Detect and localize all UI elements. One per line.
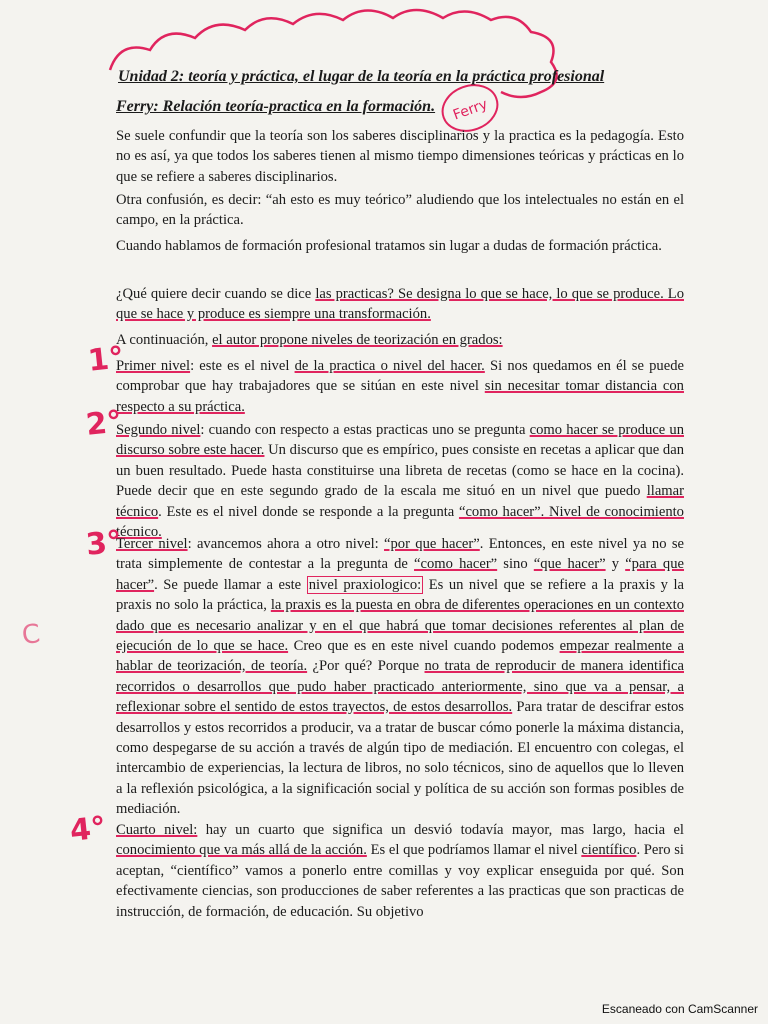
scanner-watermark: Escaneado con CamScanner (601, 1002, 758, 1016)
text-span: . Pero si aceptan, “científico” vamos a ponerlo entre comillas y voy explicar enseguida por qué. Son efectivamente ciencias, son producciones de saber referentes a las practicas que son practicas de instrucción, de formación, de educación. Su objetivo (116, 842, 684, 920)
underlined-text: de la practica o nivel del hacer. (294, 358, 485, 374)
first-level-paragraph (116, 356, 684, 417)
second-level-paragraph (116, 420, 684, 542)
subtitle: Ferry: Relación teoría-practica en la formación. (116, 98, 436, 115)
text-span: sino (497, 556, 534, 573)
text-span: Creo que es en este nivel cuando podemos (288, 638, 560, 655)
text-span: : este es el nivel (190, 358, 295, 374)
text-span: ¿Qué quiere decir cuando se dice (116, 286, 316, 302)
marker-c: C (20, 619, 42, 651)
text-span: hay un cuarto que significa un desvió todavía mayor, mas largo, hacia el (197, 822, 684, 838)
paragraph-5 (116, 330, 684, 350)
ferry-note: Ferry (451, 96, 490, 124)
text-span: A continuación, (116, 332, 213, 348)
underlined-text: llamar técnico (116, 483, 684, 520)
level-label: Tercer nivel (116, 536, 188, 552)
text-span: Es un nivel que se refiere a la praxis y la praxis no solo la práctica, (116, 576, 684, 614)
underlined-text: “que hacer” (533, 556, 606, 573)
paragraph-4 (116, 284, 684, 325)
paragraph-2: Otra confusión, es decir: “ah esto es muy teórico” aludiendo que los intelectuales no están en el campo, en la práctica. (116, 192, 684, 229)
underlined-text: como hacer se produce un discurso sobre este hacer. (116, 422, 684, 459)
marker-second-level: 2° (84, 404, 124, 443)
text-span: Para tratar de descifrar estos desarrollos y estos recorridos a producir, va a tratar de buscar cómo ponerle la máxima distancia, como despegarse de su acción a través de algún tipo de mediación. El encuentro con colegas, el intercambio de experiencias, la lectura de libros, no solo técnicos, sino de aquellos que lo lleven a la reflexión psicológica, a la significación social y política de su acción son formas posibles de mediación. (116, 699, 684, 818)
text-span: Es el que podríamos llamar el nivel (366, 842, 582, 859)
level-label: Segundo nivel (116, 422, 201, 438)
text-span: : avancemos ahora a otro nivel: (187, 536, 385, 552)
underlined-text: conocimiento que va más allá de la acción. (116, 842, 367, 859)
underlined-text: “como hacer” (414, 556, 498, 573)
third-level-paragraph (116, 534, 684, 820)
marker-third-level: 3° (84, 524, 124, 563)
marker-fourth-level: 4° (68, 810, 108, 849)
text-span: y (605, 556, 626, 573)
level-label: Primer nivel (116, 358, 191, 374)
level-label: Cuarto nivel: (116, 822, 198, 838)
underlined-text: “como hacer”. Nivel de conocimiento técnico. (116, 503, 684, 541)
marker-first-level: 1° (86, 340, 126, 379)
text-span: : cuando con respecto a estas practicas uno se pregunta (200, 422, 530, 438)
underlined-text: las practicas? Se designa lo que se hace, lo que se produce. Lo que se hace y produce es siempre una transformación. (116, 286, 684, 323)
underlined-text: el autor propone niveles de teorización en grados: (212, 332, 503, 348)
underlined-text: científico (581, 842, 637, 859)
paragraph-1: Se suele confundir que la teoría son los saberes disciplinarios y la practica es la pedagogía. Esto no es así, ya que todos los saberes tienen al mismo tiempo dimensiones teóricas y prácticas en lo que se refiere a saberes disciplinarios. (116, 128, 684, 185)
text-span: . Este es el nivel donde se responde a la pregunta (158, 503, 459, 520)
underlined-text: la praxis es la puesta en obra de diferentes operaciones en un contexto dado que es necesario analizar y en el que habrá que tomar decisiones referentes al plan de ejecución de lo que se hace. (116, 597, 684, 655)
unit-title: Unidad 2: teoría y práctica, el lugar de la teoría en la práctica profesional (118, 68, 605, 85)
fourth-level-paragraph (116, 820, 684, 922)
text-span: . Entonces, en este nivel ya no se trata simplemente de contestar a la pregunta de (116, 536, 685, 573)
underlined-text: sin necesitar tomar distancia con respecto a su práctica. (116, 378, 684, 415)
text-span: ¿Por qué? Porque (307, 658, 425, 675)
text-span: Un discurso que es empírico, pues consiste en recetas a aplicar que dan un buen resultado. Puede hasta constituirse una libreta de recetas (como se hace en la cocina). Puede decir que en este segundo grado de la escala me situó en un nivel que puedo (116, 442, 685, 500)
boxed-term: nivel praxiologico: (308, 576, 422, 593)
underlined-text: no trata de reproducir de manera identifica recorridos o desarrollos que pudo haber practicado anteriormente, sino que va a pensar, a reflexionar sobre el sentido de estos trayectos, de estos desarrollos. (116, 658, 684, 716)
underlined-text: “para que hacer” (116, 556, 685, 593)
text-span: . Se puede llamar a este (154, 576, 307, 593)
text-span: Si nos quedamos en él se puede comprobar que hay trabajadores que se sitúan en este nivel (116, 358, 684, 395)
paragraph-3: Cuando hablamos de formación profesional tratamos sin lugar a dudas de formación práctica. (116, 238, 662, 254)
underlined-text: “por que hacer” (384, 536, 480, 552)
underlined-text: empezar realmente a hablar de teorización, de teoría. (116, 638, 684, 675)
